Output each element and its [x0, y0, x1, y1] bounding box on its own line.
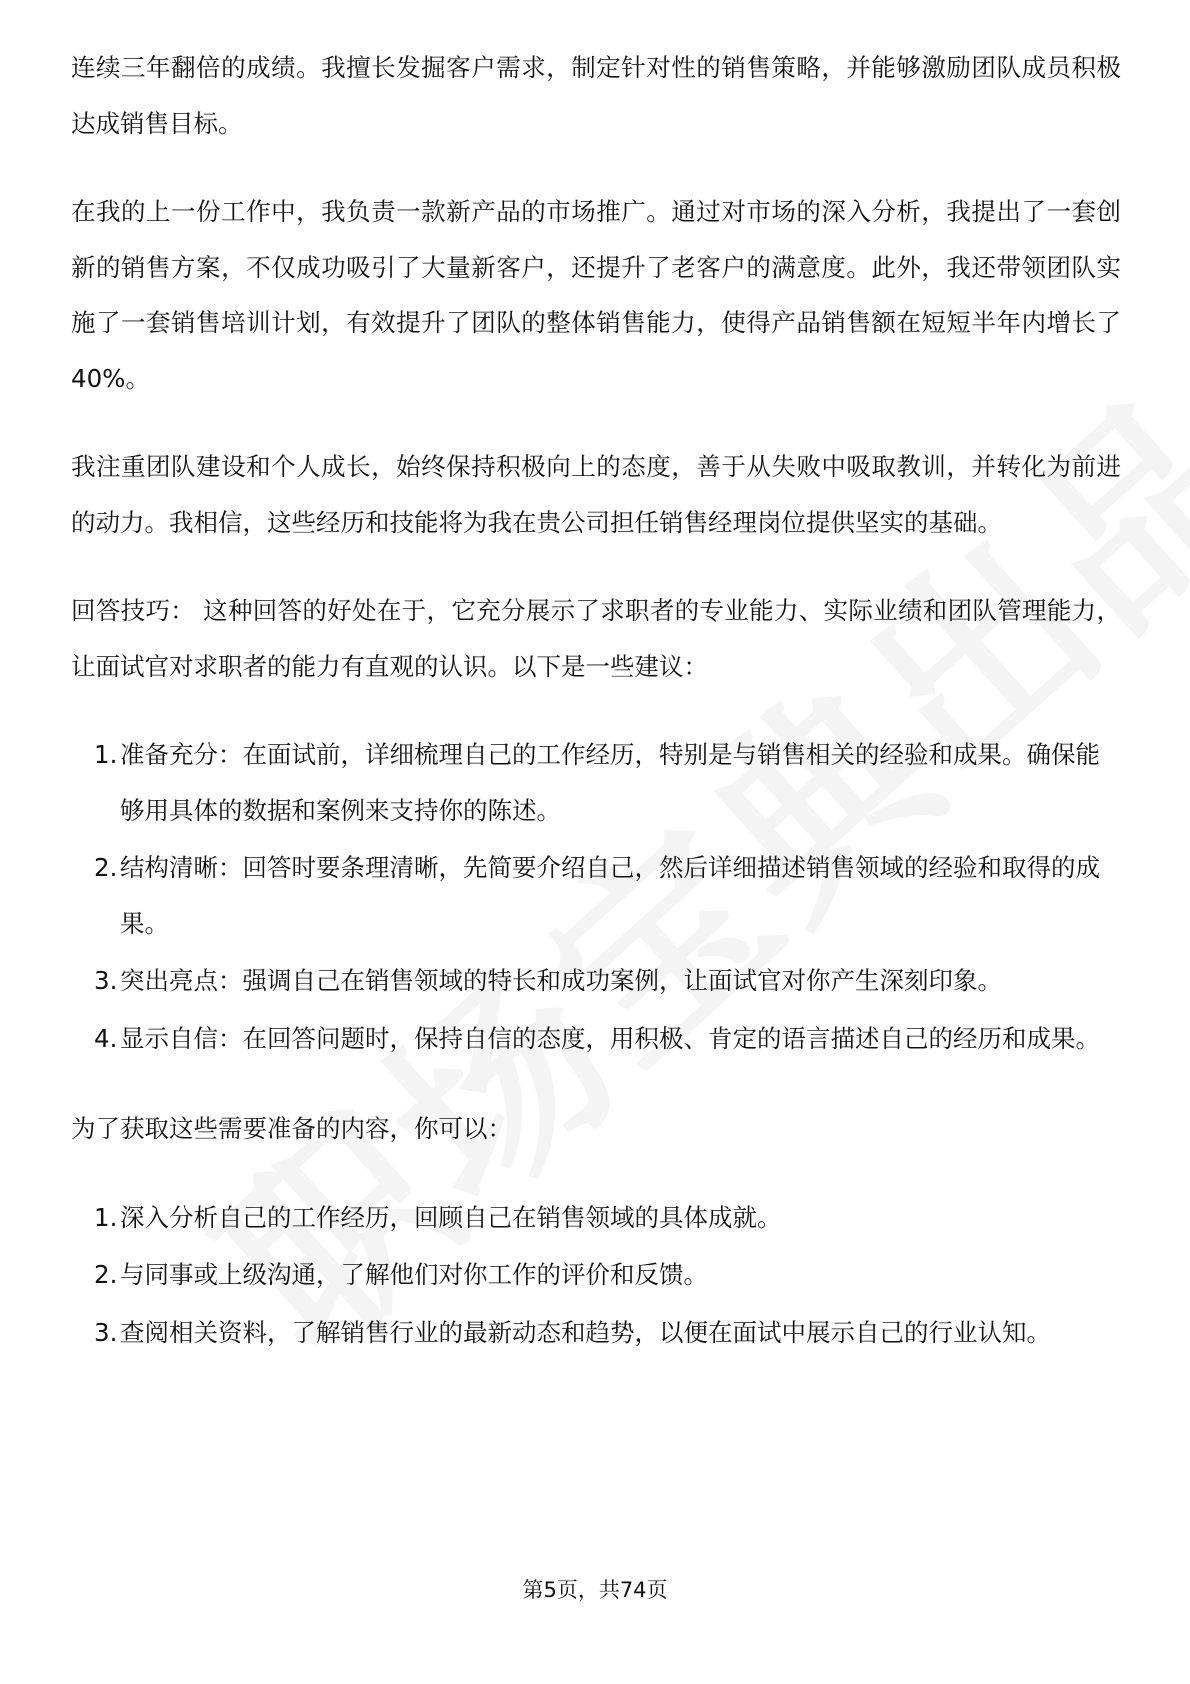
list-number: 3.: [94, 966, 118, 995]
preparation-list: [71, 1190, 1121, 1361]
paragraph-team-growth: 我注重团队建设和个人成长，始终保持积极向上的态度，善于从失败中吸取教训，并转化为前进的动力。我相信，这些经历和技能将为我在贵公司担任销售经理岗位提供坚实的基础。: [71, 452, 1121, 537]
paragraph-preparation-intro: 为了获取这些需要准备的内容，你可以：: [71, 1114, 512, 1143]
page-number-footer: 第5页，共74页: [522, 1578, 668, 1602]
list-item-text: 准备充分：在面试前，详细梳理自己的工作经历，特别是与销售相关的经验和成果。确保能够用具体的数据和案例来支持你的陈述。: [120, 740, 1100, 825]
list-item: [71, 1305, 1121, 1361]
list-item-text: 与同事或上级沟通，了解他们对你工作的评价和反馈。: [120, 1260, 708, 1289]
document-body: [71, 40, 1121, 1362]
list-item-text: 突出亮点：强调自己在销售领域的特长和成功案例，让面试官对你产生深刻印象。: [120, 966, 1002, 995]
list-item: [71, 727, 1121, 838]
list-item-text: 结构清晰：回答时要条理清晰，先简要介绍自己，然后详细描述销售领域的经验和取得的成果。: [120, 853, 1100, 938]
paragraph-previous-job: 在我的上一份工作中，我负责一款新产品的市场推广。通过对市场的深入分析，我提出了一套创新的销售方案，不仅成功吸引了大量新客户，还提升了老客户的满意度。此外，我还带领团队实施了一套销售培训计划，有效提升了团队的整体销售能力，使得产品销售额在短短半年内增长了40%。: [71, 197, 1121, 393]
list-number: 1.: [94, 1202, 118, 1232]
list-item-text: 深入分析自己的工作经历，回顾自己在销售领域的具体成就。: [120, 1202, 782, 1232]
list-item-text: 显示自信：在回答问题时，保持自信的态度，用积极、肯定的语言描述自己的经历和成果。: [120, 1023, 1100, 1053]
list-item: [71, 840, 1121, 951]
list-item: [71, 953, 1121, 1009]
list-number: 2.: [94, 853, 118, 882]
paragraph-achievement-continuation: 连续三年翻倍的成绩。我擅长发掘客户需求，制定针对性的销售策略，并能够激励团队成员积极达成销售目标。: [71, 53, 1121, 138]
list-item-text: 查阅相关资料，了解销售行业的最新动态和趋势，以便在面试中展示自己的行业认知。: [120, 1317, 1051, 1347]
list-number: 3.: [94, 1317, 118, 1347]
tips-list: [71, 727, 1121, 1066]
list-number: 2.: [94, 1260, 118, 1289]
list-number: 1.: [94, 740, 118, 769]
list-item: [71, 1190, 1121, 1246]
list-number: 4.: [94, 1023, 118, 1053]
list-item: [71, 1011, 1121, 1067]
list-item: [71, 1247, 1121, 1303]
paragraph-answer-tips: 回答技巧： 这种回答的好处在于，它充分展示了求职者的专业能力、实际业绩和团队管理能力，让面试官对求职者的能力有直观的认识。以下是一些建议：: [71, 596, 1121, 681]
